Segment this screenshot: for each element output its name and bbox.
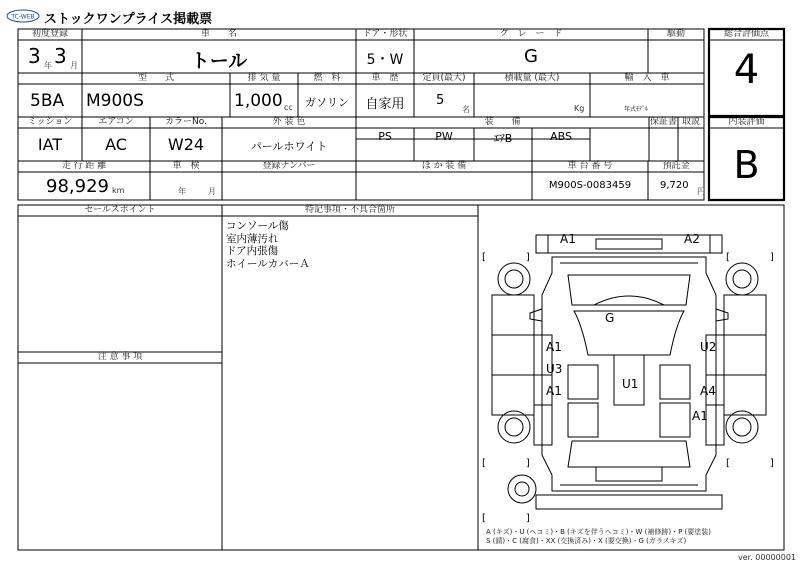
- import-note: 年式ﾓﾃﾞﾙ: [624, 106, 649, 113]
- interior-score-value: B: [733, 143, 760, 187]
- equip-abs: ABS: [550, 130, 572, 143]
- month-unit: 月: [70, 61, 78, 70]
- label-other-equip: ほ か 装 備: [421, 161, 467, 171]
- year-unit: 年: [44, 61, 52, 70]
- label-exterior: 外 装 色: [272, 117, 306, 127]
- label-fuel: 燃 料: [313, 73, 341, 83]
- label-chassis-no: 車 台 番 号: [567, 161, 613, 171]
- aircon-value: AC: [105, 135, 127, 154]
- label-overall-score: 総合評価点: [723, 29, 769, 39]
- chassis-no-value: M900S-0083459: [548, 180, 632, 191]
- label-displacement: 排 気 量: [247, 73, 281, 83]
- page-title: ストックワンプライス掲載票: [44, 12, 213, 27]
- label-deposit: 預託金: [662, 161, 690, 171]
- label-capacity: 定員(最大): [422, 73, 466, 83]
- capacity-value: 5: [436, 93, 445, 108]
- mark-right-3: A1: [692, 409, 708, 423]
- inspection-year: 年: [178, 187, 186, 196]
- mark-center: U1: [622, 377, 639, 391]
- inspection-month: 月: [208, 187, 216, 196]
- label-color-no: カラーNo.: [165, 117, 207, 127]
- mission-value: IAT: [37, 135, 63, 154]
- label-warranty: 保証書: [649, 117, 677, 127]
- label-aircon: エアコン: [98, 117, 134, 127]
- label-caution: 注 意 事 項: [97, 352, 143, 362]
- capacity-unit: 名: [462, 105, 470, 114]
- label-reg-plate: 登録ナンバー: [262, 161, 316, 171]
- deposit-value: 9,720: [660, 180, 689, 191]
- bracket-fr: [ ]: [726, 252, 774, 263]
- mark-left-3: A1: [546, 384, 562, 398]
- usage-value: 自家用: [365, 97, 405, 112]
- notes-list: [226, 220, 310, 270]
- label-equipment: 装 備: [484, 117, 521, 127]
- note-item: ドア内張傷: [226, 245, 279, 257]
- mark-right-1: U2: [700, 340, 717, 354]
- label-load: 積載量 (最大): [504, 73, 560, 83]
- deposit-unit: 円: [697, 187, 705, 196]
- label-door: ドア・形状: [362, 29, 408, 39]
- model-value: M900S: [86, 91, 144, 111]
- label-usage: 車 歴: [371, 73, 399, 83]
- exterior-value: パールホワイト: [250, 140, 328, 153]
- model-prefix-value: 5BA: [30, 91, 65, 111]
- grade-value: G: [524, 46, 538, 67]
- overall-score-value: 4: [733, 47, 760, 93]
- bracket-bottom: [ ]: [482, 513, 530, 524]
- label-inspection: 車 検: [172, 161, 200, 171]
- label-grade: グ レ ー ド: [499, 29, 563, 39]
- label-car-name: 車 名: [200, 29, 237, 39]
- displacement-value: 1,000: [234, 91, 283, 111]
- mark-front-left: A1: [560, 232, 576, 246]
- bracket-fl: [ ]: [482, 252, 530, 263]
- mark-right-2: A4: [700, 384, 716, 398]
- car-name-value: トール: [190, 50, 248, 72]
- damage-legend: [486, 528, 711, 546]
- mileage-value: 98,929: [46, 176, 109, 197]
- label-interior-score: 内装評価: [728, 117, 765, 127]
- displacement-unit: cc: [284, 103, 293, 112]
- note-item: ホイールカバーＡ: [226, 257, 310, 270]
- label-import: 輸 入 車: [624, 73, 670, 83]
- mark-roof: G: [605, 311, 615, 325]
- year-value: 3: [28, 44, 41, 68]
- mark-front-right: A2: [684, 232, 700, 246]
- fuel-value: ガソリン: [305, 96, 349, 109]
- label-model: 型 式: [137, 73, 174, 83]
- mark-left-2: U3: [546, 362, 563, 376]
- legend-line-2: S (錆)・C (腐食)・XX (交換済み)・X (要交換)・G (ガラスキズ): [486, 537, 687, 545]
- equip-pw: PW: [435, 130, 453, 143]
- month-value: 3: [54, 44, 67, 68]
- note-item: 室内薄汚れ: [226, 232, 279, 245]
- label-mission: ミッション: [27, 117, 73, 127]
- label-manual: 取説: [681, 117, 700, 127]
- bracket-rr: [ ]: [726, 458, 774, 469]
- mark-left-1: A1: [546, 340, 562, 354]
- label-notes: 特記事項・不具合箇所: [304, 205, 395, 215]
- label-sales-point: セールスポイント: [84, 205, 156, 215]
- legend-line-1: A (キズ)・U (ヘコミ)・B (キズを伴うヘコミ)・W (補修跡)・P (要塗装): [486, 528, 712, 536]
- equip-airbag: ｴｱB: [493, 132, 513, 145]
- version-label: ver. 00000001: [738, 553, 797, 562]
- door-value: 5・W: [366, 52, 404, 68]
- label-first-reg: 初度登録: [31, 29, 68, 39]
- label-mileage: 走 行 距 離: [61, 161, 107, 171]
- mileage-unit: km: [112, 186, 125, 195]
- label-drive: 駆動: [666, 29, 685, 39]
- load-unit: Kg: [574, 104, 585, 113]
- equip-ps: PS: [378, 130, 392, 143]
- bracket-rl: [ ]: [482, 458, 530, 469]
- note-item: コンソール傷: [226, 220, 289, 232]
- color-no-value: W24: [167, 135, 205, 154]
- logo-text: TC-WEB: [11, 13, 35, 21]
